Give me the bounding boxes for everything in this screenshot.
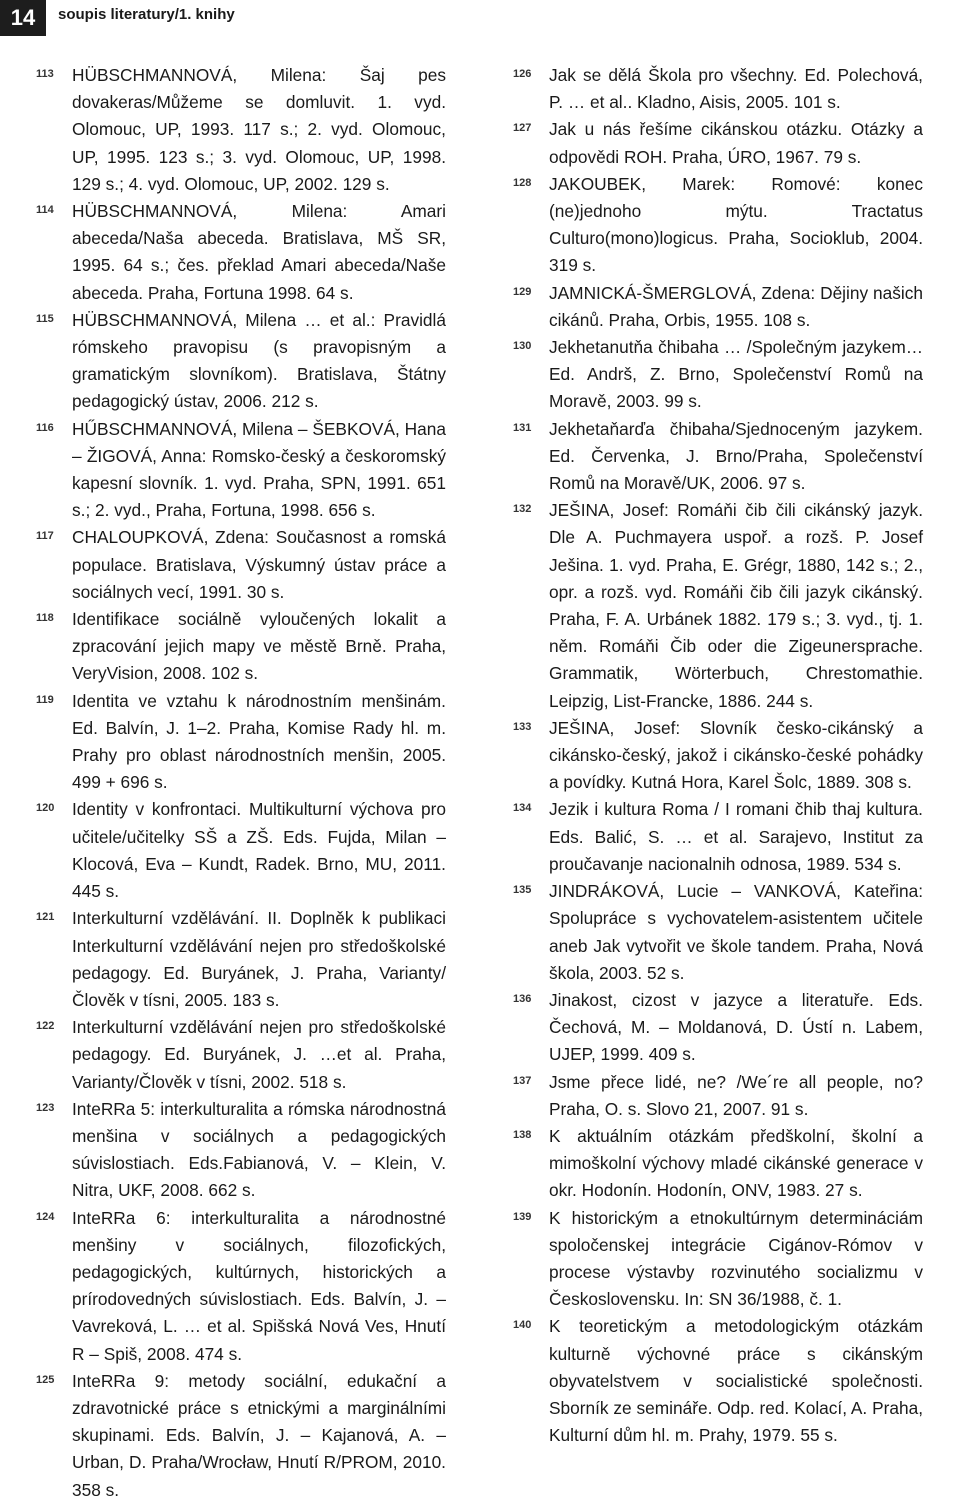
- bibliography-entry: [513, 116, 923, 170]
- bibliography-entry: [513, 62, 923, 116]
- entry-text: Identifikace sociálně vyloučených lokalit a zpracování jejich mapy ve městě Brně. Praha, VeryVision, 2008. 102 s.: [72, 609, 446, 684]
- bibliography-entry: [513, 987, 923, 1069]
- entry-text: Jsme přece lidé, ne? /We´re all people, no? Praha, O. s. Slovo 21, 2007. 91 s.: [549, 1071, 923, 1119]
- bibliography-entry: [513, 497, 923, 715]
- page-header: [0, 0, 960, 36]
- entry-text: Jekhetanutňa čhibaha … /Společným jazykem… Ed. Andrš, Z. Brno, Společenství Romů na Moravě, 2003. 99 s.: [549, 337, 923, 412]
- bibliography-entry: [36, 524, 446, 606]
- entry-number: 114: [36, 204, 54, 217]
- bibliography-entry: [36, 307, 446, 416]
- entry-number: 120: [36, 802, 55, 815]
- entry-text: JAMNICKÁ-ŠMERGLOVÁ, Zdena: Dějiny našich cikánů. Praha, Orbis, 1955. 108 s.: [549, 282, 923, 330]
- entry-number: 129: [513, 285, 532, 298]
- entry-number: 126: [513, 68, 532, 80]
- bibliography-entry: [513, 1205, 923, 1314]
- entry-text: JINDRÁKOVÁ, Lucie – VANKOVÁ, Kateřina: Spolupráce s vychovatelem-asistentem učitele aneb Jak vytvořit ve škole tandem. Praha, Nová škola, 2003. 52 s.: [549, 881, 923, 983]
- bibliography-entry: [36, 1014, 446, 1096]
- entry-number: 133: [513, 720, 532, 733]
- bibliography-entry: [513, 280, 923, 334]
- entry-text: Identity v konfrontaci. Multikulturní výchova pro učitele/učitelky SŠ a ZŠ. Eds. Fujda, Milan – Klocová, Eva – Kundt, Radek. Brno, MU, 2011. 445 s.: [72, 799, 446, 902]
- entry-number: 122: [36, 1020, 55, 1033]
- bibliography-entry: [36, 796, 446, 905]
- entry-text: InteRRa 6: interkulturalita a národnostné menšiny v sociálnych, filozofických, pedagogických, kultúrnych, historických a prírodovedných súvislostiach. Eds. Balvín, J. – Vavreková, L. … et al. Spišská Nová Ves, Hnutí R – Spiš, 2008. 474 s.: [72, 1207, 446, 1364]
- left-column: [36, 62, 446, 1504]
- entry-number: 137: [513, 1074, 532, 1087]
- bibliography-entry: [36, 1205, 446, 1368]
- bibliography-entry: [513, 1313, 923, 1449]
- running-title: soupis literatury/1. knihy: [58, 6, 235, 23]
- entry-number: 132: [513, 503, 532, 516]
- entry-number: 124: [36, 1210, 55, 1223]
- entry-text: Jekhetaňarďa čhibaha/Sjednoceným jazykem. Ed. Červenka, J. Brno/Praha, Společenství Romů na Moravě/UK, 2006. 97 s.: [549, 418, 923, 494]
- bibliography-entry: [36, 1368, 446, 1504]
- bibliography-entry: [36, 1096, 446, 1205]
- entry-number: 131: [513, 421, 532, 434]
- entry-number: 136: [513, 992, 532, 1005]
- entry-number: 127: [513, 122, 532, 135]
- bibliography-entry: [36, 416, 446, 525]
- entry-text: InteRRa 9: metody sociální, edukační a zdravotnické práce s etnickými a marginálními skupinami. Eds. Balvín, J. – Kajanová, A. – Urban, D. Praha/Wrocław, Hnutí R/PROM, 2010. 358 s.: [72, 1370, 446, 1500]
- entry-text: HÜBSCHMANNOVÁ, Milena: Amari abeceda/Naša abeceda. Bratislava, MŠ SR, 1995. 64 s.; čes. překlad Amari abeceda/Naše abeceda. Praha, Fortuna 1998. 64 s.: [72, 201, 446, 303]
- entry-text: HÜBSCHMANNOVÁ, Milena: Šaj pes dovakeras/Můžeme se domluvit. 1. vyd. Olomouc, UP, 1993. 117 s.; 2. vyd. Olomouc, UP, 1995. 123 s.; 3. vyd. Olomouc, UP, 1998. 129 s.; 4. vyd. Olomouc, UP, 2002. 129 s.: [72, 65, 446, 194]
- bibliography-entry: [513, 715, 923, 797]
- entry-number: 140: [513, 1319, 532, 1332]
- entry-number: 123: [36, 1101, 55, 1114]
- entry-number: 130: [513, 340, 532, 353]
- bibliography-entry: [513, 171, 923, 280]
- bibliography-entry: [36, 198, 446, 307]
- entry-text: Interkulturní vzdělávání nejen pro středoškolské pedagogy. Ed. Buryánek, J. …et al. Praha, Varianty/Člověk v tísni, 2002. 518 s.: [72, 1017, 446, 1092]
- entry-number: 135: [513, 884, 532, 897]
- entry-number: 116: [36, 421, 54, 434]
- entry-text: Interkulturní vzdělávání. II. Doplněk k publikaci Interkulturní vzdělávání nejen pro středoškolské pedagogy. Ed. Buryánek, J. Praha, Varianty/Člověk v tísni, 2005. 183 s.: [72, 908, 446, 1010]
- bibliography-entry: [36, 905, 446, 1014]
- entry-text: Jak se dělá Škola pro všechny. Ed. Polechová, P. … et al.. Kladno, Aisis, 2005. 101 s.: [549, 65, 923, 113]
- entry-text: K teoretickým a metodologickým otázkám kulturně výchovné práce s cikánským obyvatelstvem v socialistické společnosti. Sborník ze semináře. Odp. red. Kolací, A. Praha, Kulturní dům hl. m. Prahy, 1979. 55 s.: [549, 1316, 923, 1446]
- entry-number: 138: [513, 1128, 532, 1141]
- entry-text: JAKOUBEK, Marek: Romové: konec (ne)jednoho mýtu. Tractatus Culturo(mono)logicus. Praha, Socioklub, 2004. 319 s.: [549, 173, 923, 276]
- bibliography-entry: [36, 688, 446, 797]
- entry-text: Identita ve vztahu k národnostním menšinám. Ed. Balvín, J. 1–2. Praha, Komise Rady hl. m. Prahy pro oblast národnostních menšin, 2005. 499 + 696 s.: [72, 690, 446, 793]
- entry-number: 113: [36, 68, 54, 80]
- bibliography-entry: [513, 878, 923, 987]
- bibliography-entry: [513, 796, 923, 878]
- entry-text: K historickým a etnokultúrnym determináciám spoločenskej integrácie Cigánov-Rómov v procese výstavby rozvinutého socializmu v Československu. In: SN 36/1988, č. 1.: [549, 1207, 923, 1310]
- entry-number: 117: [36, 530, 54, 543]
- bibliography-entry: [513, 1069, 923, 1123]
- bibliography-entry: [36, 606, 446, 688]
- entry-text: Jak u nás řešíme cikánskou otázku. Otázky a odpovědi ROH. Praha, ÚRO, 1967. 79 s.: [549, 119, 923, 167]
- entry-text: JEŠINA, Josef: Slovník česko-cikánský a cikánsko-český, jakož i cikánsko-české pohádky a povídky. Kutná Hora, Karel Šolc, 1889. 308 s.: [549, 717, 923, 793]
- entry-number: 128: [513, 176, 532, 189]
- page-number: 14: [0, 0, 46, 36]
- entry-text: InteRRa 5: interkulturalita a rómska národnostná menšina v sociálnych a pedagogických súvislostiach. Eds.Fabianová, V. – Klein, V. Nitra, UKF, 2008. 662 s.: [72, 1098, 446, 1201]
- entry-number: 119: [36, 693, 54, 706]
- entry-number: 121: [36, 911, 55, 924]
- entry-text: JEŠINA, Josef: Romáňi čib čili cikánský jazyk. Dle A. Puchmayera uspoř. a rozš. P. Josef Ješina. 1. vyd. Praha, E. Grégr, 1880, 142 s.; 2., opr. a rozš. vyd. Romáňi čib čili jazyk cikánský. Praha, F. A. Urbánek 1882. 179 s.; 3. vyd., tj. 1. něm. Romáňi Čib oder die Zigeunersprache. Grammatik, Wörterbuch, Chrestomathie. Leipzig, List-Francke, 1886. 244 s.: [549, 500, 923, 711]
- bibliography-entry: [513, 416, 923, 498]
- bibliography-entry: [513, 1123, 923, 1205]
- entry-number: 139: [513, 1210, 532, 1223]
- entry-number: 115: [36, 312, 54, 325]
- entry-text: K aktuálním otázkám předškolní, školní a mimoškolní výchovy mladé cikánské generace v okr. Hodonín. Hodonín, ONV, 1983. 27 s.: [549, 1125, 923, 1201]
- entry-text: Jinakost, cizost v jazyce a literatuře. Eds. Čechová, M. – Moldanová, D. Ústí n. Labem, UJEP, 1999. 409 s.: [549, 989, 923, 1065]
- right-column: [513, 62, 923, 1449]
- entry-text: HÜBSCHMANNOVÁ, Milena … et al.: Pravidlá rómskeho pravopisu (s pravopisným a gramatickým slovníkom). Bratislava, Štátny pedagogický ústav, 2006. 212 s.: [72, 309, 446, 412]
- bibliography-entry: [513, 334, 923, 416]
- entry-number: 125: [36, 1373, 55, 1386]
- entry-text: CHALOUPKOVÁ, Zdena: Současnost a romská populace. Bratislava, Výskumný ústav práce a sociálnych vecí, 1991. 30 s.: [72, 527, 446, 602]
- entry-text: HŰBSCHMANNOVÁ, Milena – ŠEBKOVÁ, Hana – ŽIGOVÁ, Anna: Romsko-český a českoromský kapesní slovník. 1. vyd. Praha, SPN, 1991. 651 s.; 2. vyd., Praha, Fortuna, 1998. 656 s.: [72, 418, 446, 521]
- entry-text: Jezik i kultura Roma / I romani čhib thaj kultura. Eds. Balić, S. … et al. Sarajevo, Institut za proučavanje nacionalnih odnosa, 1989. 534 s.: [549, 799, 923, 874]
- entry-number: 134: [513, 802, 532, 815]
- entry-number: 118: [36, 612, 54, 625]
- bibliography-entry: [36, 62, 446, 198]
